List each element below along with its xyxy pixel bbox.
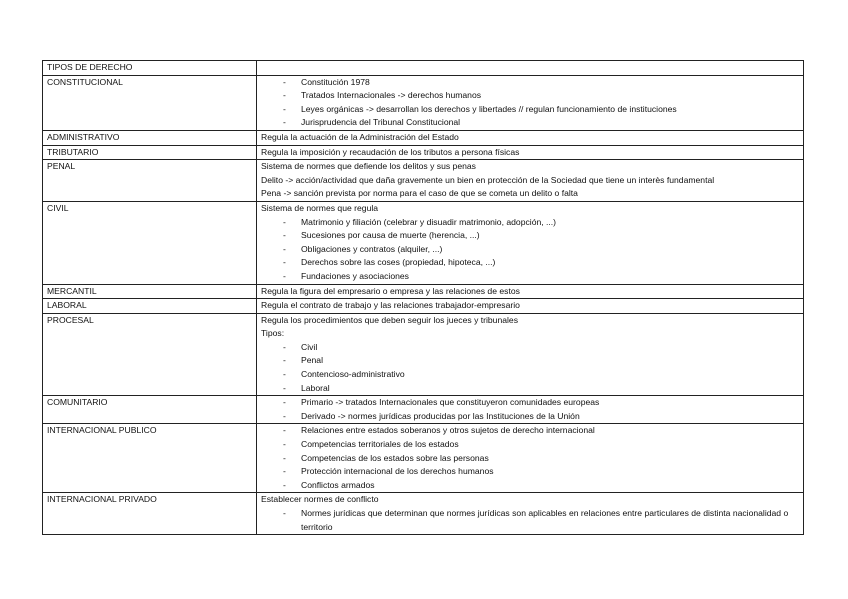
list-item-text: Protección internacional de los derechos humanos (301, 466, 494, 477)
list-item-text: Civil (301, 341, 318, 352)
derecho-description-cell (257, 284, 804, 299)
dash-bullet-icon: - (283, 76, 286, 87)
derecho-type-name: INTERNACIONAL PUBLICO (47, 425, 157, 436)
list-item (261, 479, 803, 493)
derecho-type-cell (43, 160, 257, 202)
derecho-type-cell (43, 61, 257, 76)
list-item-text: Derivado -> normes jurídicas producidas por las Instituciones de la Unión (301, 410, 580, 421)
description-line: Establecer normes de conflicto (261, 494, 379, 505)
derecho-description-cell (257, 313, 804, 396)
derecho-type-name: ADMINISTRATIVO (47, 131, 120, 142)
list-item-text: Normes jurídicas que determinan que normes jurídicas son aplicables en relaciones entre particulares de distinta nacionalidad o territorio (301, 508, 789, 532)
list-item (261, 410, 803, 424)
table-row (43, 493, 804, 535)
dash-bullet-icon: - (283, 425, 286, 436)
derecho-type-name: TRIBUTARIO (47, 146, 99, 157)
description-line: Regula la actuación de la Administración del Estado (261, 131, 459, 142)
list-item (261, 396, 803, 410)
list-item (261, 76, 803, 90)
list-item (261, 354, 803, 368)
dash-bullet-icon: - (283, 410, 286, 421)
list-item (261, 270, 803, 284)
list-item (261, 438, 803, 452)
derecho-description-cell (257, 493, 804, 535)
list-item-text: Competencias de los estados sobre las personas (301, 452, 489, 463)
dash-bullet-icon: - (283, 382, 286, 393)
list-item-text: Jurisprudencia del Tribunal Constitucional (301, 117, 461, 128)
list-item (261, 465, 803, 479)
list-item-text: Obligaciones y contratos (alquiler, ...) (301, 243, 443, 254)
dash-bullet-icon: - (283, 508, 286, 518)
derecho-type-cell (43, 299, 257, 314)
description-line: Sistema de normes que defiende los delitos y sus penas (261, 161, 476, 172)
description-line: Delito -> acción/actividad que daña gravemente un bien en protección de la Sociedad que tiene un interès fundamental (261, 174, 715, 185)
description-line: Regula la imposición y recaudación de los tributos a persona físicas (261, 146, 520, 157)
description-line: Regula la figura del empresario o empresa y las relaciones de estos (261, 285, 520, 296)
dash-bullet-icon: - (283, 341, 286, 352)
list-item (261, 341, 803, 355)
dash-bullet-icon: - (283, 230, 286, 241)
derecho-type-cell (43, 493, 257, 535)
list-item-text: Primario -> tratados Internacionales que constituyeron comunidades europeas (301, 397, 600, 408)
dash-bullet-icon: - (283, 439, 286, 450)
derecho-type-cell (43, 201, 257, 284)
dash-bullet-icon: - (283, 216, 286, 227)
derecho-description-cell (257, 75, 804, 130)
list-item (261, 382, 803, 396)
description-line: Sistema de normes que regula (261, 202, 379, 213)
derecho-type-cell (43, 75, 257, 130)
list-item-text: Leyes orgánicas -> desarrollan los derechos y libertades // regulan funcionamiento de instituciones (301, 103, 677, 114)
list-item-text: Laboral (301, 382, 330, 393)
derecho-type-name: INTERNACIONAL PRIVADO (47, 494, 157, 505)
dash-bullet-icon: - (283, 117, 286, 128)
derecho-description-cell (257, 201, 804, 284)
list-item (261, 229, 803, 243)
derecho-type-name: MERCANTIL (47, 285, 97, 296)
dash-bullet-icon: - (283, 257, 286, 268)
description-line: Tipos: (261, 328, 285, 339)
list-item-text: Matrimonio y filiación (celebrar y disuadir matrimonio, adopción, ...) (301, 216, 557, 227)
tipos-derecho-table (42, 60, 804, 535)
table-row (43, 75, 804, 130)
table-row (43, 424, 804, 493)
list-item-text: Constitución 1978 (301, 76, 370, 87)
empty-cell (261, 61, 803, 75)
derecho-description-cell (257, 130, 804, 145)
dash-bullet-icon: - (283, 90, 286, 101)
dash-bullet-icon: - (283, 243, 286, 254)
derecho-type-cell (43, 145, 257, 160)
table-row (43, 396, 804, 424)
table-row (43, 160, 804, 202)
list-item-text: Penal (301, 355, 323, 366)
description-line: Regula los procedimientos que deben seguir los jueces y tribunales (261, 314, 519, 325)
list-item (261, 243, 803, 257)
derecho-type-name: PENAL (47, 161, 76, 172)
derecho-type-cell (43, 396, 257, 424)
list-item (261, 452, 803, 466)
derecho-type-cell (43, 424, 257, 493)
list-item (261, 116, 803, 130)
derecho-description-cell (257, 424, 804, 493)
list-item-text: Tratados Internacionales -> derechos humanos (301, 90, 482, 101)
list-item-text: Relaciones entre estados soberanos y otros sujetos de derecho internacional (301, 425, 595, 436)
dash-bullet-icon: - (283, 479, 286, 490)
list-item-text: Fundaciones y asociaciones (301, 270, 409, 281)
derecho-type-name: TIPOS DE DERECHO (47, 62, 133, 72)
dash-bullet-icon: - (283, 355, 286, 366)
list-item-text: Conflictos armados (301, 479, 375, 490)
table-row (43, 145, 804, 160)
list-item (261, 424, 803, 438)
derecho-description-cell (257, 145, 804, 160)
list-item-text: Competencias territoriales de los estados (301, 439, 459, 450)
list-item (261, 89, 803, 103)
dash-bullet-icon: - (283, 452, 286, 463)
derecho-type-name: LABORAL (47, 300, 87, 311)
list-item (261, 216, 803, 230)
derecho-description-cell (257, 61, 804, 76)
table-row (43, 201, 804, 284)
derecho-type-name: COMUNITARIO (47, 397, 108, 408)
derecho-description-cell (257, 299, 804, 314)
derecho-type-name: PROCESAL (47, 314, 94, 325)
dash-bullet-icon: - (283, 103, 286, 114)
table-row (43, 284, 804, 299)
list-item (261, 368, 803, 382)
list-item-text: Derechos sobre las coses (propiedad, hipoteca, ...) (301, 257, 496, 268)
list-item-text: Contencioso-administrativo (301, 369, 405, 380)
derecho-type-name: CIVIL (47, 202, 69, 213)
dash-bullet-icon: - (283, 466, 286, 477)
derecho-type-cell (43, 130, 257, 145)
derecho-description-cell (257, 160, 804, 202)
derecho-description-cell (257, 396, 804, 424)
dash-bullet-icon: - (283, 369, 286, 380)
table-row (43, 130, 804, 145)
table-row (43, 61, 804, 76)
derecho-type-cell (43, 313, 257, 396)
list-item (261, 103, 803, 117)
table-body (43, 61, 804, 535)
derecho-type-name: CONSTITUCIONAL (47, 76, 123, 87)
dash-bullet-icon: - (283, 397, 286, 408)
description-line: Pena -> sanción prevista por norma para el caso de que se cometa un delito o falta (261, 188, 578, 199)
list-item (261, 507, 803, 534)
list-item-text: Sucesiones por causa de muerte (herencia, ...) (301, 230, 480, 241)
description-line: Regula el contrato de trabajo y las relaciones trabajador-empresario (261, 300, 520, 311)
derecho-type-cell (43, 284, 257, 299)
table-row (43, 313, 804, 396)
list-item (261, 256, 803, 270)
table-row (43, 299, 804, 314)
dash-bullet-icon: - (283, 270, 286, 281)
